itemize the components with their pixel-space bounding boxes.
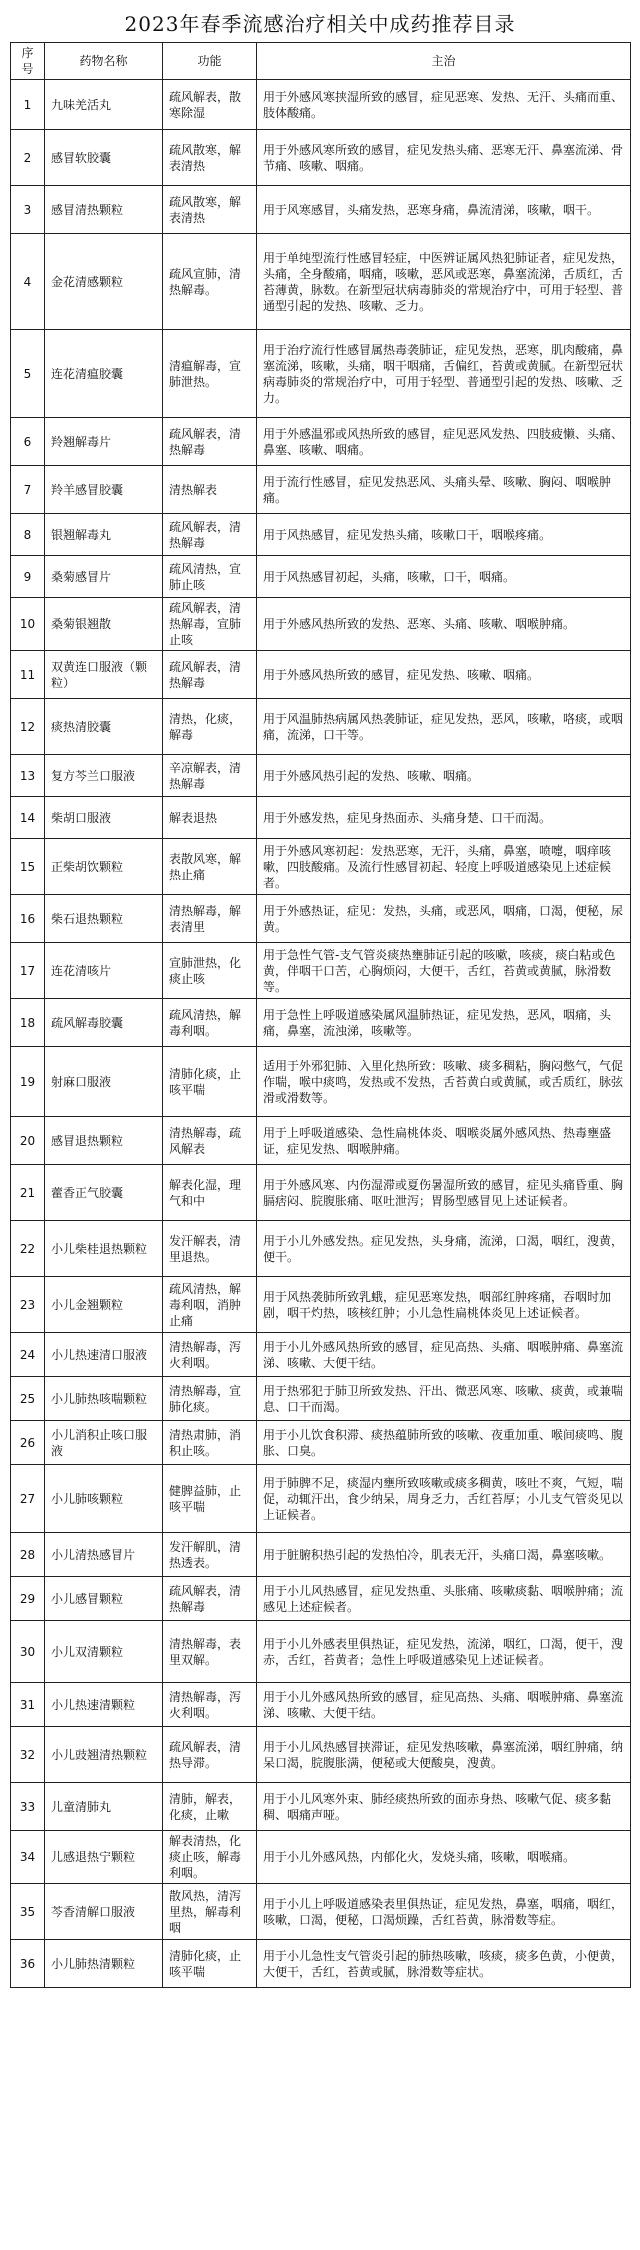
row-index: 33 bbox=[11, 1783, 45, 1831]
drug-name: 小儿金翘颗粒 bbox=[45, 1277, 163, 1333]
drug-function: 疏风清热，解毒利咽。 bbox=[163, 999, 257, 1047]
row-index: 10 bbox=[11, 598, 45, 651]
drug-indication: 用于小儿外感风热所致的感冒，症见高热、头痛、咽喉肿痛、鼻塞流涕、咳嗽、大便干结。 bbox=[257, 1333, 631, 1377]
row-index: 19 bbox=[11, 1047, 45, 1117]
table-row bbox=[11, 80, 631, 130]
row-index: 7 bbox=[11, 466, 45, 514]
row-index: 21 bbox=[11, 1165, 45, 1221]
drug-indication: 用于外感风寒、内伤湿滞或夏伤暑湿所致的感冒，症见头痛昏重、胸膈痞闷、脘腹胀痛、呕吐泄泻；胃肠型感冒见上述证候者。 bbox=[257, 1165, 631, 1221]
table-row bbox=[11, 999, 631, 1047]
row-index: 12 bbox=[11, 699, 45, 755]
drug-name: 羚翘解毒片 bbox=[45, 418, 163, 466]
row-index: 17 bbox=[11, 943, 45, 999]
row-index: 15 bbox=[11, 839, 45, 895]
drug-function: 解表化湿，理气和中 bbox=[163, 1165, 257, 1221]
drug-function: 健脾益肺，止咳平喘 bbox=[163, 1465, 257, 1533]
drug-function: 疏风解表，清热解毒，宣肺止咳 bbox=[163, 598, 257, 651]
drug-name: 复方芩兰口服液 bbox=[45, 755, 163, 797]
drug-indication: 用于风热感冒，症见发热头痛，咳嗽口干，咽喉疼痛。 bbox=[257, 514, 631, 556]
row-index: 34 bbox=[11, 1831, 45, 1884]
header-index: 序号 bbox=[11, 43, 45, 80]
table-row bbox=[11, 797, 631, 839]
drug-name: 羚羊感冒胶囊 bbox=[45, 466, 163, 514]
drug-function: 疏风解表，清热解毒 bbox=[163, 514, 257, 556]
drug-name: 芩香清解口服液 bbox=[45, 1884, 163, 1940]
medicine-table bbox=[10, 42, 631, 1988]
table-row bbox=[11, 1884, 631, 1940]
drug-indication: 用于小儿上呼吸道感染表里俱热证，症见发热，鼻塞，咽痛，咽红，咳嗽，口渴，便秘，口渴烦躁，舌红苔黄，脉滑数等症。 bbox=[257, 1884, 631, 1940]
drug-indication: 用于风热感冒初起，头痛，咳嗽，口干，咽痛。 bbox=[257, 556, 631, 598]
row-index: 6 bbox=[11, 418, 45, 466]
drug-name: 痰热清胶囊 bbox=[45, 699, 163, 755]
row-index: 24 bbox=[11, 1333, 45, 1377]
row-index: 2 bbox=[11, 130, 45, 186]
header-function: 功能 bbox=[163, 43, 257, 80]
row-index: 36 bbox=[11, 1940, 45, 1988]
drug-indication: 适用于外邪犯肺、入里化热所致：咳嗽、痰多稠粘，胸闷憋气，气促作喘，喉中痰鸣，发热或不发热，舌苔黄白或黄腻，或舌质红，脉弦滑或滑数等。 bbox=[257, 1047, 631, 1117]
table-row bbox=[11, 943, 631, 999]
drug-function: 疏风散寒，解表清热 bbox=[163, 130, 257, 186]
drug-function: 辛凉解表，清热解毒 bbox=[163, 755, 257, 797]
row-index: 25 bbox=[11, 1377, 45, 1421]
table-row bbox=[11, 1465, 631, 1533]
drug-name: 藿香正气胶囊 bbox=[45, 1165, 163, 1221]
drug-name: 疏风解毒胶囊 bbox=[45, 999, 163, 1047]
table-row bbox=[11, 234, 631, 330]
row-index: 18 bbox=[11, 999, 45, 1047]
drug-indication: 用于小儿急性支气管炎引起的肺热咳嗽，咳痰，痰多色黄，小便黄，大便干，舌红，苔黄或腻，脉滑数等症状。 bbox=[257, 1940, 631, 1988]
drug-indication: 用于单纯型流行性感冒轻症，中医辨证属风热犯肺证者，症见发热，头痛，全身酸痛，咽痛，咳嗽，恶风或恶寒，鼻塞流涕，舌质红，舌苔薄黄，脉数。在新型冠状病毒肺炎的常规治疗中，可用于轻型、普通型引起的发热、咳嗽、乏力。 bbox=[257, 234, 631, 330]
table-row bbox=[11, 651, 631, 699]
table-row bbox=[11, 1727, 631, 1783]
drug-function: 清热解毒，泻火利咽。 bbox=[163, 1333, 257, 1377]
drug-name: 小儿肺咳颗粒 bbox=[45, 1465, 163, 1533]
table-row bbox=[11, 1421, 631, 1465]
table-row bbox=[11, 1577, 631, 1621]
drug-indication: 用于外感风寒所致的感冒，症见发热头痛、恶寒无汗、鼻塞流涕、骨节痛、咳嗽、咽痛。 bbox=[257, 130, 631, 186]
drug-function: 疏风清热，宣肺止咳 bbox=[163, 556, 257, 598]
drug-indication: 用于外感风寒初起：发热恶寒，无汗，头痛，鼻塞，喷嚏，咽痒咳嗽，四肢酸痛。及流行性感冒初起、轻度上呼吸道感染见上述症候者。 bbox=[257, 839, 631, 895]
header-indication: 主治 bbox=[257, 43, 631, 80]
row-index: 8 bbox=[11, 514, 45, 556]
drug-name: 银翘解毒丸 bbox=[45, 514, 163, 556]
drug-name: 双黄连口服液（颗粒） bbox=[45, 651, 163, 699]
row-index: 23 bbox=[11, 1277, 45, 1333]
row-index: 26 bbox=[11, 1421, 45, 1465]
drug-function: 清热解毒，疏风解表 bbox=[163, 1117, 257, 1165]
drug-name: 儿感退热宁颗粒 bbox=[45, 1831, 163, 1884]
drug-function: 发汗解肌，清热透表。 bbox=[163, 1533, 257, 1577]
drug-function: 清瘟解毒，宣肺泄热。 bbox=[163, 330, 257, 418]
drug-indication: 用于风温肺热病属风热袭肺证，症见发热，恶风，咳嗽，咯痰，或咽痛，流涕，口干等。 bbox=[257, 699, 631, 755]
drug-indication: 用于外感风热引起的发热、咳嗽、咽痛。 bbox=[257, 755, 631, 797]
drug-name: 感冒清热颗粒 bbox=[45, 186, 163, 234]
drug-name: 小儿感冒颗粒 bbox=[45, 1577, 163, 1621]
drug-function: 清热肃肺，消积止咳。 bbox=[163, 1421, 257, 1465]
drug-indication: 用于外感风热所致的发热、恶寒、头痛、咳嗽、咽喉肿痛。 bbox=[257, 598, 631, 651]
drug-indication: 用于小儿风热感冒，症见发热重、头胀痛、咳嗽痰黏、咽喉肿痛；流感见上述症候者。 bbox=[257, 1577, 631, 1621]
row-index: 27 bbox=[11, 1465, 45, 1533]
row-index: 30 bbox=[11, 1621, 45, 1683]
table-row bbox=[11, 418, 631, 466]
drug-indication: 用于外感发热，症见身热面赤、头痛身楚、口干而渴。 bbox=[257, 797, 631, 839]
drug-function: 清热解表 bbox=[163, 466, 257, 514]
table-row bbox=[11, 1683, 631, 1727]
drug-name: 小儿热速清颗粒 bbox=[45, 1683, 163, 1727]
table-row bbox=[11, 1831, 631, 1884]
row-index: 20 bbox=[11, 1117, 45, 1165]
drug-indication: 用于肺脾不足，痰湿内壅所致咳嗽或痰多稠黄，咳吐不爽，气短，喘促，动辄汗出，食少纳呆，周身乏力，舌红苔厚；小儿支气管炎见以上证候者。 bbox=[257, 1465, 631, 1533]
drug-function: 清肺化痰，止咳平喘 bbox=[163, 1047, 257, 1117]
drug-function: 清热解毒，解表清里 bbox=[163, 895, 257, 943]
drug-name: 小儿肺热清颗粒 bbox=[45, 1940, 163, 1988]
row-index: 31 bbox=[11, 1683, 45, 1727]
table-row bbox=[11, 1117, 631, 1165]
drug-function: 清热解毒，泻火利咽。 bbox=[163, 1683, 257, 1727]
drug-function: 清热解毒，表里双解。 bbox=[163, 1621, 257, 1683]
row-index: 13 bbox=[11, 755, 45, 797]
table-row bbox=[11, 514, 631, 556]
drug-indication: 用于热邪犯于肺卫所致发热、汗出、微恶风寒、咳嗽、痰黄，或兼喘息、口干而渴。 bbox=[257, 1377, 631, 1421]
drug-name: 儿童清肺丸 bbox=[45, 1783, 163, 1831]
drug-function: 疏风解表，散寒除湿 bbox=[163, 80, 257, 130]
table-row bbox=[11, 1165, 631, 1221]
row-index: 28 bbox=[11, 1533, 45, 1577]
drug-indication: 用于外感热证，症见：发热，头痛，或恶风，咽痛，口渴，便秘，尿黄。 bbox=[257, 895, 631, 943]
drug-name: 桑菊银翘散 bbox=[45, 598, 163, 651]
drug-name: 感冒退热颗粒 bbox=[45, 1117, 163, 1165]
drug-name: 小儿消积止咳口服液 bbox=[45, 1421, 163, 1465]
table-row bbox=[11, 130, 631, 186]
table-header-row bbox=[11, 43, 631, 80]
drug-function: 疏风解表，清热解毒 bbox=[163, 418, 257, 466]
drug-function: 发汗解表，清里退热。 bbox=[163, 1221, 257, 1277]
drug-name: 感冒软胶囊 bbox=[45, 130, 163, 186]
table-row bbox=[11, 1377, 631, 1421]
drug-name: 正柴胡饮颗粒 bbox=[45, 839, 163, 895]
table-row bbox=[11, 895, 631, 943]
row-index: 1 bbox=[11, 80, 45, 130]
row-index: 4 bbox=[11, 234, 45, 330]
drug-name: 射麻口服液 bbox=[45, 1047, 163, 1117]
drug-indication: 用于风寒感冒，头痛发热，恶寒身痛，鼻流清涕，咳嗽，咽干。 bbox=[257, 186, 631, 234]
table-row bbox=[11, 1940, 631, 1988]
drug-indication: 用于小儿外感风热，内郁化火，发烧头痛，咳嗽，咽喉痛。 bbox=[257, 1831, 631, 1884]
drug-function: 解表退热 bbox=[163, 797, 257, 839]
drug-indication: 用于小儿风热感冒挟滞证，症见发热咳嗽，鼻塞流涕，咽红肿痛，纳呆口渴，脘腹胀满，便秘或大便酸臭，溲黄。 bbox=[257, 1727, 631, 1783]
drug-name: 连花清瘟胶囊 bbox=[45, 330, 163, 418]
table-row bbox=[11, 1333, 631, 1377]
table-row bbox=[11, 598, 631, 651]
table-body bbox=[11, 80, 631, 1988]
drug-indication: 用于小儿外感发热。症见发热，头身痛，流涕，口渴，咽红，溲黄，便干。 bbox=[257, 1221, 631, 1277]
row-index: 9 bbox=[11, 556, 45, 598]
table-row bbox=[11, 1047, 631, 1117]
drug-indication: 用于小儿风寒外束、肺经痰热所致的面赤身热、咳嗽气促、痰多黏稠、咽痛声哑。 bbox=[257, 1783, 631, 1831]
drug-name: 小儿豉翘清热颗粒 bbox=[45, 1727, 163, 1783]
drug-indication: 用于小儿外感表里俱热证，症见发热，流涕，咽红，口渴，便干，溲赤，舌红，苔黄者；急性上呼吸道感染见上述证候者。 bbox=[257, 1621, 631, 1683]
drug-function: 宣肺泄热，化痰止咳 bbox=[163, 943, 257, 999]
drug-indication: 用于风热袭肺所致乳蛾，症见恶寒发热，咽部红肿疼痛，吞咽时加剧，咽干灼热，咳核红肿；小儿急性扁桃体炎见上述证候者。 bbox=[257, 1277, 631, 1333]
drug-indication: 用于急性上呼吸道感染属风温肺热证，症见发热，恶风，咽痛，头痛，鼻塞，流浊涕，咳嗽等。 bbox=[257, 999, 631, 1047]
table-row bbox=[11, 556, 631, 598]
drug-indication: 用于脏腑积热引起的发热怕冷，肌表无汗，头痛口渴，鼻塞咳嗽。 bbox=[257, 1533, 631, 1577]
row-index: 22 bbox=[11, 1221, 45, 1277]
drug-indication: 用于外感风寒挟湿所致的感冒，症见恶寒、发热、无汗、头痛而重、肢体酸痛。 bbox=[257, 80, 631, 130]
drug-indication: 用于治疗流行性感冒属热毒袭肺证，症见发热，恶寒，肌肉酸痛，鼻塞流涕，咳嗽，头痛，咽干咽痛，舌偏红，苔黄或黄腻。在新型冠状病毒肺炎的常规治疗中，可用于轻型、普通型引起的发热、咳嗽、乏力。 bbox=[257, 330, 631, 418]
drug-function: 清肺化痰，止咳平喘 bbox=[163, 1940, 257, 1988]
drug-name: 金花清感颗粒 bbox=[45, 234, 163, 330]
drug-indication: 用于流行性感冒，症见发热恶风、头痛头晕、咳嗽、胸闷、咽喉肿痛。 bbox=[257, 466, 631, 514]
drug-function: 疏风宣肺，清热解毒。 bbox=[163, 234, 257, 330]
drug-function: 疏风散寒，解表清热 bbox=[163, 186, 257, 234]
table-row bbox=[11, 466, 631, 514]
drug-function: 疏风解表，清热导滞。 bbox=[163, 1727, 257, 1783]
drug-name: 小儿肺热咳喘颗粒 bbox=[45, 1377, 163, 1421]
table-row bbox=[11, 1783, 631, 1831]
table-row bbox=[11, 755, 631, 797]
drug-indication: 用于小儿外感风热所致的感冒，症见高热、头痛、咽喉肿痛、鼻塞流涕、咳嗽、大便干结。 bbox=[257, 1683, 631, 1727]
drug-function: 疏风清热，解毒利咽，消肿止痛 bbox=[163, 1277, 257, 1333]
document-title: 2023年春季流感治疗相关中成药推荐目录 bbox=[124, 12, 516, 36]
drug-function: 疏风解表，清热解毒 bbox=[163, 1577, 257, 1621]
drug-function: 疏风解表，清热解毒 bbox=[163, 651, 257, 699]
drug-name: 柴石退热颗粒 bbox=[45, 895, 163, 943]
drug-name: 九味羌活丸 bbox=[45, 80, 163, 130]
drug-function: 散风热，清泻里热，解毒利咽 bbox=[163, 1884, 257, 1940]
drug-function: 表散风寒，解热止痛 bbox=[163, 839, 257, 895]
table-row bbox=[11, 1221, 631, 1277]
row-index: 35 bbox=[11, 1884, 45, 1940]
drug-indication: 用于外感温邪或风热所致的感冒，症见恶风发热、四肢疲懒、头痛、鼻塞、咳嗽、咽痛。 bbox=[257, 418, 631, 466]
row-index: 16 bbox=[11, 895, 45, 943]
row-index: 5 bbox=[11, 330, 45, 418]
row-index: 32 bbox=[11, 1727, 45, 1783]
drug-indication: 用于外感风热所致的感冒，症见发热、咳嗽、咽痛。 bbox=[257, 651, 631, 699]
drug-name: 小儿双清颗粒 bbox=[45, 1621, 163, 1683]
drug-indication: 用于上呼吸道感染、急性扁桃体炎、咽喉炎属外感风热、热毒壅盛证，症见发热、咽喉肿痛。 bbox=[257, 1117, 631, 1165]
drug-name: 小儿清热感冒片 bbox=[45, 1533, 163, 1577]
drug-name: 连花清咳片 bbox=[45, 943, 163, 999]
drug-name: 小儿热速清口服液 bbox=[45, 1333, 163, 1377]
drug-name: 小儿柴桂退热颗粒 bbox=[45, 1221, 163, 1277]
table-row bbox=[11, 1533, 631, 1577]
table-row bbox=[11, 839, 631, 895]
drug-function: 清热解毒，宣肺化痰。 bbox=[163, 1377, 257, 1421]
table-row bbox=[11, 186, 631, 234]
table-row bbox=[11, 330, 631, 418]
drug-function: 解表清热，化痰止咳，解毒利咽。 bbox=[163, 1831, 257, 1884]
drug-function: 清热，化痰，解毒 bbox=[163, 699, 257, 755]
row-index: 3 bbox=[11, 186, 45, 234]
drug-function: 清肺，解表，化痰，止嗽 bbox=[163, 1783, 257, 1831]
drug-indication: 用于急性气管-支气管炎痰热壅肺证引起的咳嗽，咳痰，痰白粘或色黄，伴咽干口苦，心胸烦闷，大便干，舌红，苔黄或黄腻，脉滑数等。 bbox=[257, 943, 631, 999]
table-row bbox=[11, 1621, 631, 1683]
row-index: 11 bbox=[11, 651, 45, 699]
row-index: 14 bbox=[11, 797, 45, 839]
drug-indication: 用于小儿饮食积滞、痰热蕴肺所致的咳嗽、夜重加重、喉间痰鸣、腹胀、口臭。 bbox=[257, 1421, 631, 1465]
table-row bbox=[11, 699, 631, 755]
row-index: 29 bbox=[11, 1577, 45, 1621]
header-drug-name: 药物名称 bbox=[45, 43, 163, 80]
table-row bbox=[11, 1277, 631, 1333]
drug-name: 桑菊感冒片 bbox=[45, 556, 163, 598]
drug-name: 柴胡口服液 bbox=[45, 797, 163, 839]
